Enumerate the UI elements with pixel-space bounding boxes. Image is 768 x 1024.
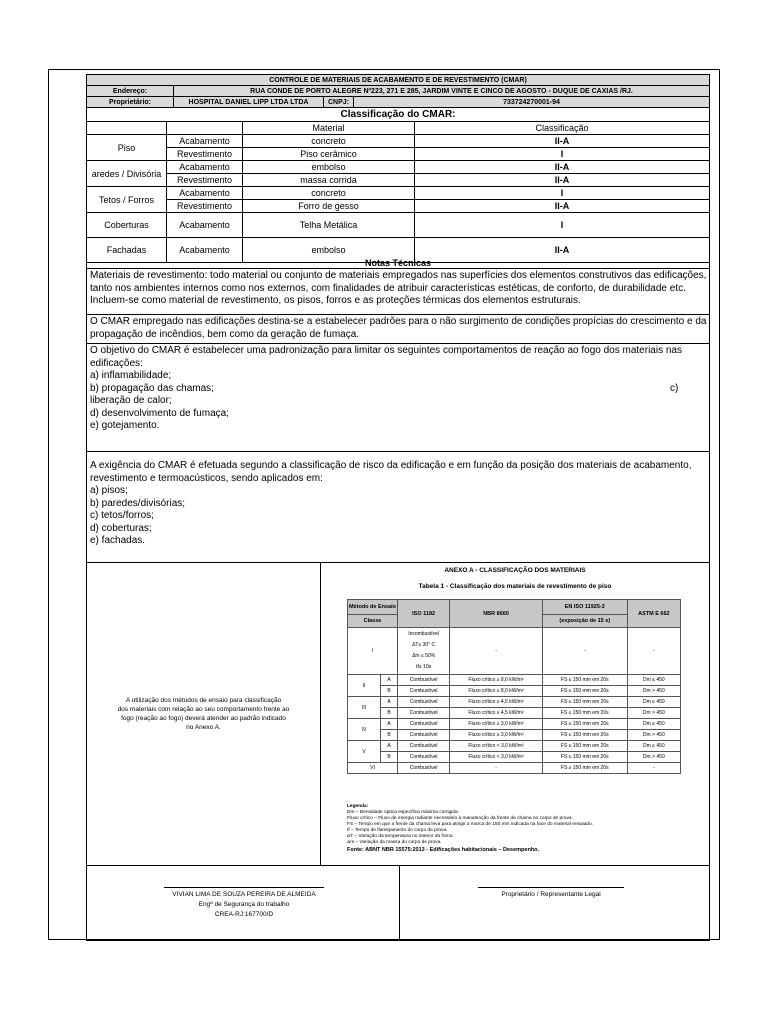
text-line: Incluem-se como material de revestimento, os pisos, forros e as proteções térmicas dos elementos estruturais. [90,295,581,306]
en-cell: FS ≤ 150 mm em 20s [542,708,627,719]
address-label: Endereço: [87,86,174,96]
astm-cell: Dm ≤ 450 [627,697,680,708]
classification-row [167,213,709,238]
astm-cell: Dm ≤ 450 [627,741,680,752]
classification-row [167,148,709,161]
nbr-cell: Fluxo crítico ≥ 3,0 kW/m² [450,730,543,741]
cmar-form [86,74,710,941]
material-cell: Piso cerâmico [243,148,415,160]
group-tetos: Tetos / Forros [87,187,167,213]
material-cell: Telha Metálica [243,213,415,237]
astm-cell: Dm > 450 [627,708,680,719]
astm-header: ASTM E 662 [627,600,680,628]
divider [399,866,400,940]
owner-signature [471,887,631,900]
class-cell: I [560,188,564,198]
owner-signature-label: Proprietário / Representante Legal [501,891,601,898]
classification-row [167,161,709,174]
subclass-cell: B [381,730,398,741]
engineer-crea: CREA-RJ:167700/D [214,911,274,918]
astm-cell: - [627,763,680,774]
astm-cell: Dm ≤ 450 [627,675,680,686]
text-line: c) [670,382,679,394]
type-cell: Acabamento [167,161,243,173]
text-line: O CMAR empregado nas edificações destina-se a estabelecer padrões para o não surgimento de condições propícias do crescimento e da [90,316,707,327]
text-line: fogo (reação ao fogo) deverá atender ao padrão indicado [121,715,286,722]
iso-header: ISO 1182 [398,600,450,628]
dash-cell: - [450,628,543,675]
text-line: e) gotejamento. [90,420,160,431]
annex-note [87,563,321,865]
subclass-cell: A [381,697,398,708]
cnpj-label: CNPJ: [324,97,354,107]
class-header: Classe [348,615,398,628]
owner-label: Proprietário: [87,97,174,107]
material-header: Material [243,122,415,134]
group-coberturas: Coberturas [87,213,167,238]
nbr-cell: Fluxo crítico < 3,0 kW/m² [450,741,543,752]
classification-title: Classificação do CMAR: [340,109,456,120]
signature-line [478,887,624,888]
annex-table-title: Tabela 1 - Classificação dos materiais de revestimento de piso [418,583,612,590]
text-line: tf≤ 10s [416,664,432,670]
nbr-cell: Fluxo crítico < 3,0 kW/m² [450,752,543,763]
text-line: b) propagação das chamas; [90,382,214,394]
iso-cell: Combustível [398,763,450,774]
astm-cell: Dm > 450 [627,752,680,763]
text-line: a) inflamabilidade; [90,370,172,381]
nbr-cell: Fluxo crítico ≥ 4,5 kW/m² [450,708,543,719]
class-cell: I [560,220,564,230]
nbr-cell: Fluxo crítico ≥ 8,0 kW/m² [450,675,543,686]
text-line: tanto nos ambientes internos como nos externos, com finalidades de atribuir características estéticas, de conforto, de durabilidade etc. [90,282,686,294]
dash-cell: - [542,628,627,675]
text-line: tf – Tempo de flamejamento do corpo de prova. [347,828,448,833]
iso-cell: Combustível [398,686,450,697]
class-cell: V [348,741,381,763]
en-cell: FS ≤ 150 mm em 20s [542,752,627,763]
note-paragraph-4 [87,452,709,563]
classification-row [167,174,709,187]
text-line: Materiais de revestimento: todo material ou conjunto de materiais empregados nas superfícies dos elementos construtivos das edificações, [90,270,707,281]
note-paragraph-2 [87,315,709,344]
note-paragraph-1 [87,269,709,315]
text-line: d) coberturas; [90,522,152,534]
en-cell: FS ≤ 150 mm em 20s [542,697,627,708]
classification-row [167,187,709,200]
astm-cell: Dm ≤ 450 [627,719,680,730]
class-cell: II [348,675,381,697]
type-cell: Revestimento [167,148,243,160]
nbr-cell: - [450,763,543,774]
annex-table [347,599,681,774]
classification-header: Classificação [535,123,589,133]
en-cell: FS ≤ 150 mm em 20s [542,719,627,730]
en-header: EN ISO 11925-2 [542,600,627,615]
class-cell: II-A [554,175,570,185]
nbr-cell: Fluxo crítico ≥ 8,0 kW/m² [450,686,543,697]
text-line: dos materiais com relação ao seu comportamento frente ao [117,706,290,713]
text-line: propagação de incêndios, bem como da geração de fumaça. [90,328,360,340]
classification-row [167,135,709,148]
notes-title: Notas Técnicas [364,257,432,268]
material-cell: concreto [243,135,415,147]
text-line: d) desenvolvimento de fumaça; [90,407,229,419]
class-cell: III [348,697,381,719]
class-cell: I [560,149,564,159]
en-cell: FS ≤ 150 mm em 20s [542,686,627,697]
en-cell: FS ≤ 150 mm em 20s [542,730,627,741]
notes-title-row [87,257,709,269]
type-cell: Acabamento [167,213,243,237]
en-cell: FS ≥ 150 mm em 20s [542,763,627,774]
nbr-cell: Fluxo crítico ≥ 4,5 kW/m² [450,697,543,708]
text-line: edificações: [90,357,143,369]
annex-figure [321,563,709,865]
form-title-row [87,75,709,86]
blank-cell [87,122,167,134]
text-line: Dm – Densidade óptica específica máxima corrigida. [347,810,459,815]
address-row [87,86,709,97]
text-line: O objetivo do CMAR é estabelecer uma padronização para limitar os seguintes comportamentos de reação ao fogo dos materiais nas [90,345,682,356]
text-line: Legenda: [347,804,369,809]
material-cell: Forro de gesso [243,200,415,212]
subclass-cell: A [381,719,398,730]
cnpj-value: 733724270001-94 [503,98,560,106]
classification-header-row [87,122,709,135]
material-cell: massa corrida [243,174,415,186]
nbr-cell: Fluxo crítico ≥ 3,0 kW/m² [450,719,543,730]
subclass-cell: A [381,741,398,752]
classification-row [167,200,709,213]
text-line: e) fachadas. [90,535,146,546]
material-cell: concreto [243,187,415,199]
form-title: CONTROLE DE MATERIAIS DE ACABAMENTO E DE REVESTIMENTO (CMAR) [269,76,527,84]
text-line: Incombustível [408,631,440,637]
text-line: a) pisos; [90,485,128,496]
dash-cell: - [627,628,680,675]
en-cell: FS ≤ 150 mm em 20s [542,675,627,686]
type-cell: Acabamento [167,135,243,147]
type-cell: Revestimento [167,200,243,212]
text-line: liberação de calor; [90,395,172,406]
signature-line [164,887,324,888]
class-cell: II-A [554,245,570,255]
class-cell: II-A [554,136,570,146]
text-line: no Anexo A. [186,724,221,731]
iso-cell: Combustível [398,741,450,752]
iso-cell: Combustível [398,719,450,730]
owner-row [87,97,709,108]
text-line: Fluxo crítico – Fluxo de energia radiante necessário à manutenção da frente de chama no corpo de prova. [347,816,573,821]
subclass-cell: B [381,686,398,697]
method-header: Método de Ensaio [348,600,398,615]
subclass-cell: B [381,708,398,719]
class-cell: II-A [554,162,570,172]
engineer-role: Engª de Segurança do trabalho [198,901,290,908]
group-fachadas: Fachadas [87,238,167,263]
text-line: c) tetos/forros; [90,510,154,521]
en-cell: FS ≤ 150 mm em 20s [542,741,627,752]
type-cell: Acabamento [167,238,243,262]
blank-cell [167,122,243,134]
address-value: RUA CONDE DE PORTO ALEGRE Nº223, 271 E 285, JARDIM VINTE E CINCO DE AGOSTO - DUQUE DE CAXIAS /RJ. [250,87,633,95]
classification-table [87,135,709,263]
note-paragraph-3 [87,344,709,452]
text-line: Δm – Variação da massa do corpo de prova. [347,840,442,845]
text-line: b) paredes/divisórias; [90,497,186,509]
annex-legend [347,804,593,853]
type-cell: Acabamento [167,187,243,199]
engineer-signature [159,887,329,920]
annex-section [87,563,709,866]
annex-title: ANEXO A - CLASSIFICAÇÃO DOS MATERIAIS [444,567,586,574]
astm-cell: Dm > 450 [627,730,680,741]
annex-source: Fonte: ABNT NBR 15575:2013 - Edificações habitacionais – Desempenho. [347,847,540,853]
material-cell: embolso [243,238,415,262]
owner-value: HOSPITAL DANIEL LIPP LTDA LTDA [174,97,324,107]
en-subheader: (exposição de 15 s) [542,615,627,628]
text-line: A utilização dos métodos de ensaio para classificação [125,697,282,704]
type-cell: Revestimento [167,174,243,186]
class-cell: II-A [554,201,570,211]
text-line: ΔT≤ 30° C [412,642,436,648]
material-cell: embolso [243,161,415,173]
astm-cell: Dm > 450 [627,686,680,697]
classification-title-row [87,108,709,122]
signature-section [87,866,709,940]
text-line: FS – Tempo em que a frente da chama leva para atingir a marca de 150 mm indicada na face do material ensaiado. [347,822,594,827]
iso-cell: Combustível [398,675,450,686]
class-cell: I [348,628,398,675]
subclass-cell: B [381,752,398,763]
class-cell: IV [348,719,381,741]
text-line: ΔT – Variação da temperatura no interior do forno. [347,834,454,839]
engineer-name: VIVIAN LIMA DE SOUZA PEREIRA DE ALMEIDA [172,891,316,898]
text-line: revestimento e termoacústicos, sendo aplicados em: [90,472,323,484]
class-cell: VI [348,763,398,774]
iso-cell: Combustível [398,708,450,719]
group-paredes: aredes / Divisória [87,161,167,187]
subclass-cell: A [381,675,398,686]
text-line: Δm ≤ 50% [412,653,436,659]
iso-class-i [398,628,450,675]
nbr-header: NBR 8660 [450,600,543,628]
iso-cell: Combustível [398,730,450,741]
iso-cell: Combustível [398,752,450,763]
group-piso: Piso [87,135,167,161]
text-line: A exigência do CMAR é efetuada segundo a classificação de risco da edificação e em função da posição dos materiais de acabamento, [90,460,692,471]
iso-cell: Combustível [398,697,450,708]
